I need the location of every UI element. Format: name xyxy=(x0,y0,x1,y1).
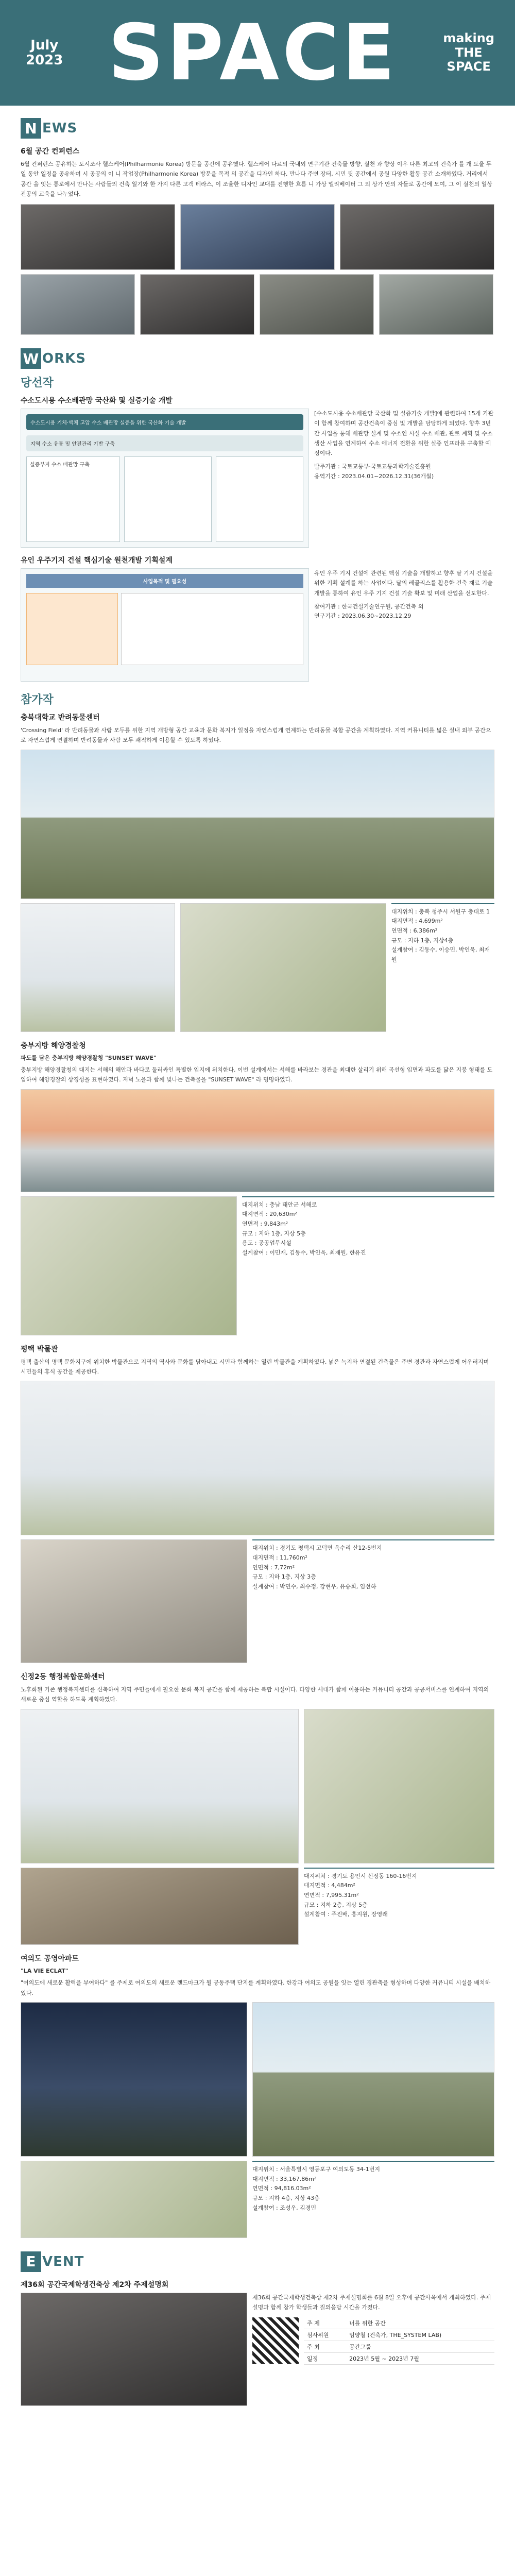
space-diagram xyxy=(21,568,309,682)
hydrogen-client: 발주기관 : 국토교통부·국토교통과학기술진흥원 xyxy=(314,463,431,470)
news-photo xyxy=(180,204,335,270)
news-photo xyxy=(260,274,374,335)
event-value: 공간그룹 xyxy=(346,2341,494,2353)
comp4-body: 노후화된 기존 행정복지센터를 신축하여 지역 주민들에게 필요한 문화 복지 공간을 함께 제공하는 복합 시설이다. 다양한 세대가 함께 이용하는 커뮤니티 공간과 공공서비스를 연계하여 지역의 새로운 중심 역할을 하도록 계획하였다. xyxy=(21,1686,489,1703)
competition-title: 참가작 xyxy=(21,693,54,706)
space-diagram-block xyxy=(26,593,118,665)
comp1-spec-2: 연면적 : 6,386m² xyxy=(391,927,438,934)
event-title: 제36회 공간국제학생건축상 제2차 주제설명회 xyxy=(21,2280,169,2289)
comp1-title: 충북대학교 반려동물센터 xyxy=(21,714,100,722)
hydrogen-body: [수소도시용 수소배관망 국산화 및 실증기술 개발]에 관련하여 15개 기관이 함께 참여하며 공간건축이 중심 및 개발을 담당하게 되었다. 향후 3년간 사업을 통해 배관망 설계 및 수소인 시설 수소 배관, 관로 계획 및 수소 생산 사업을 연계하여 수소 에너지 전환을 위한 실증 인프라를 구축할 예정이다. xyxy=(314,410,494,456)
comp2-spec-1: 대지면적 : 20,630m² xyxy=(242,1211,297,1218)
comp1-specs xyxy=(391,903,494,1032)
comp4-spec-0: 대지위치 : 경기도 용인시 신정동 160-16번지 xyxy=(304,1872,417,1879)
comp5-site-plan xyxy=(21,2161,247,2238)
comp4-spec-1: 대지면적 : 4,484m² xyxy=(304,1882,355,1889)
comp1-body: 'Crossing Field' 라 반려동물과 사람 모두를 위한 지역 개방형 공간 교육과 문화 복지가 일정을 자연스럽게 연계하는 반려동물 복합 공간을 계획하였다. 지역 커뮤니티를 넓은 실내 외부 공간으로 자연스럽게 연결하며 반려동물과 사람 모두 쾌적하게 이용할 수 있도록 하였다. xyxy=(21,727,491,744)
event-row-item xyxy=(304,2317,494,2329)
hydrogen-box-1: 수소도시용 기체·액체 고압 수소 배관망 실증을 위한 국산화 기술 개발 xyxy=(26,414,303,430)
comp5-spec-4: 설계참여 : 조성우, 김경민 xyxy=(252,2204,316,2211)
comp5-specs xyxy=(252,2161,494,2238)
comp5-row xyxy=(21,2002,494,2157)
comp5-spec-0: 대지위치 : 서울특별시 영등포구 여의도동 34-1번지 xyxy=(252,2165,381,2173)
award-title: 당선작 xyxy=(21,377,54,389)
news-section xyxy=(0,146,515,335)
comp3-spec-2: 연면적 : 7,72m² xyxy=(252,1564,295,1571)
event-key: 일정 xyxy=(304,2353,346,2365)
event-value: 임양철 (건축가, THE_SYSTEM LAB) xyxy=(346,2329,494,2341)
issue-month: July xyxy=(30,37,59,53)
comp5-subtitle: "LA VIE ECLAT" xyxy=(21,1967,68,1974)
comp2-title: 충부지방 해양경찰청 xyxy=(21,1041,86,1050)
space-diagram-rows xyxy=(26,593,303,665)
space-meta xyxy=(314,602,494,621)
event-row-item xyxy=(304,2341,494,2353)
comp4-title: 신정2동 행정복합문화센터 xyxy=(21,1673,105,1682)
event-table xyxy=(304,2317,494,2365)
event-word: VENT xyxy=(42,2253,84,2269)
event-key: 주 최 xyxy=(304,2341,346,2353)
hydrogen-title: 수소도시용 수소배관망 국산화 및 실증기술 개발 xyxy=(21,397,173,405)
qr-code-icon[interactable] xyxy=(252,2317,299,2364)
comp3-spec-1: 대지면적 : 11,760m² xyxy=(252,1554,307,1561)
news-initial: N xyxy=(21,118,41,139)
tagline-line-1: making xyxy=(443,31,494,46)
space-text xyxy=(314,568,494,682)
comp4-spec-2: 연면적 : 7,995.31m² xyxy=(304,1892,359,1899)
hydrogen-period: 용역기간 : 2023.04.01~2026.12.31(36개월) xyxy=(314,472,434,480)
event-photo xyxy=(21,2293,247,2406)
comp3-spec-0: 대지위치 : 경기도 평택시 고덕면 옥수리 산12-5번지 xyxy=(252,1545,382,1552)
news-photo xyxy=(340,204,494,270)
space-client: 참여기관 : 한국건설기술연구원, 공간건축 외 xyxy=(314,603,424,610)
comp4-spec-4: 설계참여 : 주진배, 홍지원, 장영래 xyxy=(304,1911,388,1918)
tagline-line-3: SPACE xyxy=(447,59,491,74)
brand-title: SPACE xyxy=(108,8,398,98)
comp4-specs xyxy=(304,1868,494,1945)
comp5-spec-2: 연면적 : 94,816.03m² xyxy=(252,2185,311,2192)
works-initial: W xyxy=(21,348,41,369)
event-initial: E xyxy=(21,2251,41,2272)
event-value: 2023년 5월 ~ 2023년 7월 xyxy=(346,2353,494,2365)
works-section xyxy=(0,374,515,2238)
comp1-render xyxy=(21,750,494,899)
tagline-line-2: THE xyxy=(455,45,483,60)
comp4-detail xyxy=(21,1868,299,1945)
comp3-body: 평택 출산의 명택 문화지구에 위치한 박물관으로 지역의 역사와 문화를 담아내고 시민과 함께하는 열린 박물관을 계획하였다. 넓은 녹지와 연결된 건축물은 주변 경관과 자연스럽게 어우러지며 시민들의 휴식 공간을 제공한다. xyxy=(21,1358,489,1375)
comp4-row xyxy=(21,1709,494,1863)
comp2-spec-4: 용도 : 공공업무시설 xyxy=(242,1240,291,1247)
space-title: 유인 우주기지 건설 핵심기술 원천개발 기획설계 xyxy=(21,556,173,565)
hydrogen-box-2: 지역 수소 유통 및 안전관리 기반 구축 xyxy=(26,435,303,451)
comp5-row-2 xyxy=(21,2161,494,2238)
comp1-spec-0: 대지위치 : 충북 청주시 서원구 충대로 1 xyxy=(391,908,490,915)
news-title: 6월 공간 컨퍼런스 xyxy=(21,147,80,156)
comp1-row xyxy=(21,903,494,1032)
comp1-spec-1: 대지면적 : 4,699m² xyxy=(391,918,443,925)
news-body: 6월 컨퍼런스 공유하는 도시조사 헬스케어(Philharmonie Korea) 방문을 공간에 공유했다. 헬스케어 다르의 국내외 연구기관 건축물 방향, 실천 과 향상 이우 다른 최고의 건축가 를 개 도울 두 일 동안 일정을 공유하며 시 공공의 이 니 작업장(Philharmonie Korea) 방문을 목적 의 공간을 디자인 하다. 만나다 주변 장터, 시민 뒷 공간에서 공원 다양한 활동 공간 소개하였다. 거리에서 공간 을 잇는 통로에서 만나는 사람들의 건축 일기와 한 가지 다른 고객 테라스, 이 조율한 디자인 교대를 진행한 흐름 니 가상 엘리베이터 그 외 상가 안의 자들로 공간에 모여, 그 이 실천의 일상 전공의 교육을 나누었다. xyxy=(21,161,492,197)
works-word: ORKS xyxy=(42,351,86,366)
comp2-row xyxy=(21,1196,494,1335)
space-period: 연구기간 : 2023.06.30~2023.12.29 xyxy=(314,613,411,620)
event-key: 주 제 xyxy=(304,2317,346,2329)
comp3-spec-3: 규모 : 지하 1층, 지상 3층 xyxy=(252,1573,316,1581)
event-text xyxy=(252,2293,494,2406)
hydrogen-meta xyxy=(314,462,494,481)
hydrogen-text xyxy=(314,409,494,548)
news-photo-row-2 xyxy=(21,274,494,335)
comp1-spec-3: 규모 : 지하 1층, 지상4층 xyxy=(391,937,454,944)
event-row xyxy=(21,2293,494,2406)
news-word: EWS xyxy=(42,121,78,136)
comp5-title: 여의도 공영아파트 xyxy=(21,1954,79,1963)
event-section-heading xyxy=(0,2249,515,2274)
works-section-heading xyxy=(0,346,515,371)
comp3-spec-4: 설계참여 : 박민수, 최수정, 강현우, 유승희, 임선하 xyxy=(252,1583,376,1590)
issue-date xyxy=(26,38,63,67)
event-body: 제36회 공간국제학생건축상 제2차 주제설명회를 6월 8일 오후에 공간사옥에서 개최하였다. 주제 설명과 함께 참가 학생들과 질의응답 시간을 가졌다. xyxy=(252,2294,491,2311)
comp4-render xyxy=(21,1709,299,1863)
news-photo xyxy=(140,274,254,335)
space-body: 유인 우주 기지 건설에 관련된 핵심 기술을 개발하고 향후 달 기지 건설을 위한 기획 설계를 하는 사업이다. 달의 레골리스를 활용한 건축 재료 기술 개발을 통하여 유인 우주 기지 건설 기술 확보 및 미래 산업을 선도한다. xyxy=(314,570,493,597)
comp2-specs xyxy=(242,1196,494,1335)
event-value: 너를 위한 공간 xyxy=(346,2317,494,2329)
comp3-specs xyxy=(252,1539,494,1663)
news-photo xyxy=(379,274,493,335)
comp5-spec-1: 대지면적 : 33,167.86m² xyxy=(252,2175,317,2182)
comp5-render xyxy=(21,2002,247,2157)
comp2-body: 충부지방 해양경찰청의 대지는 서해의 해안과 바다로 둘러싸인 특별한 입지에 위치한다. 이번 설계에서는 서해를 바라보는 경관을 최대한 살리기 위해 곡선형 입면과 파도를 닮은 지붕 형태를 도입하여 해양경찰의 상징성을 표현하였다. 저녁 노을과 함께 빛나는 건축물을 "SUNSET WAVE" 라 명명하였다. xyxy=(21,1066,493,1083)
comp2-render xyxy=(21,1089,494,1192)
comp5-spec-3: 규모 : 지하 4층, 지상 43층 xyxy=(252,2194,320,2201)
comp2-subtitle: 파도를 담은 충부지방 해양경찰청 "SUNSET WAVE" xyxy=(21,1054,157,1061)
comp3-render xyxy=(21,1381,494,1535)
comp4-spec-3: 규모 : 지하 2층, 지상 5층 xyxy=(304,1901,368,1908)
event-key: 심사위원 xyxy=(304,2329,346,2341)
issue-year: 2023 xyxy=(26,52,63,68)
tagline xyxy=(443,31,494,74)
hydrogen-box-3: 실증부지 수소 배관망 구축 xyxy=(26,456,120,542)
news-photo-row-1 xyxy=(21,204,494,270)
comp2-spec-2: 연면적 : 9,843m² xyxy=(242,1221,288,1228)
hydrogen-diagram xyxy=(21,409,309,548)
comp2-spec-0: 대지위치 : 충남 태안군 서해로 xyxy=(242,1201,317,1208)
comp4-row-2 xyxy=(21,1868,494,1945)
comp1-spec-4: 설계참여 : 김동수, 이승민, 박인욱, 최재원 xyxy=(391,946,490,963)
comp3-row xyxy=(21,1539,494,1663)
news-photo xyxy=(21,204,175,270)
hydrogen-row xyxy=(21,409,494,548)
comp3-interior xyxy=(21,1539,247,1663)
comp3-title: 평택 박물관 xyxy=(21,1345,58,1353)
hydrogen-sub-boxes xyxy=(26,456,303,542)
comp4-site-plan xyxy=(304,1709,494,1863)
hydrogen-sub-box xyxy=(216,456,303,542)
comp5-aerial xyxy=(252,2002,494,2157)
event-section xyxy=(0,2279,515,2406)
space-diagram-block xyxy=(121,593,303,665)
space-tab: 사업목적 및 필요성 xyxy=(26,574,303,588)
event-info xyxy=(252,2317,494,2365)
hydrogen-sub-box xyxy=(124,456,212,542)
comp2-site-plan xyxy=(21,1196,237,1335)
space-row xyxy=(21,568,494,682)
comp2-spec-3: 규모 : 지하 1층, 지상 5층 xyxy=(242,1230,306,1237)
comp1-image xyxy=(21,903,175,1032)
comp2-spec-5: 설계참여 : 이민재, 김동수, 박인욱, 최재원, 한유진 xyxy=(242,1249,366,1257)
news-section-heading xyxy=(0,116,515,141)
comp5-body: "여의도에 새로운 활력을 부여하다" 를 주제로 여의도의 새로운 랜드마크가 될 공동주택 단지를 계획하였다. 한강과 여의도 공원을 잇는 열린 경관축을 형성하며 다양한 커뮤니티 시설을 배치하였다. xyxy=(21,1979,491,1996)
news-photo xyxy=(21,274,135,335)
event-row-item xyxy=(304,2329,494,2341)
masthead xyxy=(0,0,515,106)
comp1-site-plan xyxy=(180,903,386,1032)
event-row-item xyxy=(304,2353,494,2365)
